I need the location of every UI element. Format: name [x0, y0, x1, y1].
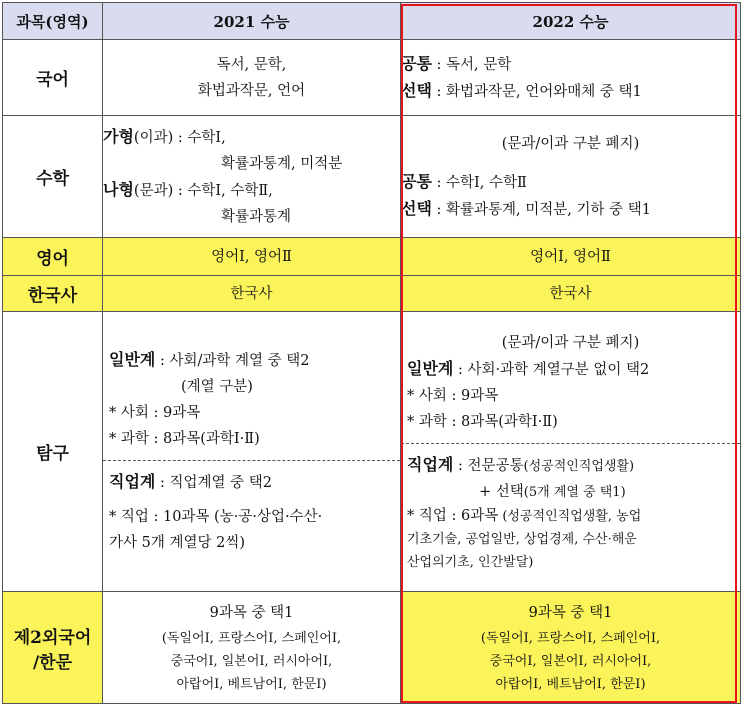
spacer	[401, 157, 740, 169]
foreign-2021-l3: 아랍어Ⅰ, 베트남어Ⅰ, 한문Ⅰ)	[176, 677, 327, 692]
math-2022-note: (문과/이과 구분 폐지)	[501, 135, 640, 152]
inquiry-2022-voc-small: (성공적인직업생활)	[523, 458, 635, 474]
math-2022-select-text: : 확률과통계, 미적분, 기하 중 택1	[431, 201, 651, 218]
subject-foreign-line1: 제2외국어	[13, 627, 92, 648]
math-2021-na	[103, 177, 400, 204]
subject-math: 수학	[3, 116, 103, 238]
korean-2022-common	[401, 51, 740, 78]
inquiry-2022-voc-detail1	[407, 505, 734, 528]
label-common: 공통	[401, 53, 432, 73]
header-2021: 2021 수능	[103, 3, 401, 40]
math-2021	[103, 116, 401, 238]
inquiry-2022-voc-choice: (5개 계열 중 택1)	[523, 484, 626, 500]
label-vocational: 직업계	[109, 472, 156, 491]
korean-2021-line1: 독서, 문학,	[216, 56, 287, 73]
inquiry-2022-voc-detail1-paren: (성공적인직업생활, 농업	[502, 508, 642, 524]
inquiry-2021-general-text: : 사회/과학 계열 중 택2	[155, 353, 310, 369]
inquiry-2021-voc-detail1: * 직업 : 10과목 (농·공·상업·수산·	[109, 509, 323, 525]
divider	[401, 443, 740, 444]
inquiry-2022-general-text: : 사회·과학 계열구분 없이 택2	[453, 361, 650, 378]
inquiry-2022-voc	[407, 452, 734, 479]
inquiry-2021-voc-detail2: 가사 5개 계열당 2씩)	[109, 535, 245, 551]
math-2022	[401, 116, 741, 238]
inquiry-2022-voc-text: : 전문공통	[453, 457, 524, 474]
inquiry-2022-science: * 과학 : 8과목(과학Ⅰ·Ⅱ)	[407, 413, 558, 430]
subject-english: 영어	[3, 238, 103, 276]
math-2021-na-text: (문과) : 수학Ⅰ, 수학Ⅱ,	[133, 182, 273, 199]
korean-2022-select-text: : 화법과작문, 언어와매체 중 택1	[431, 83, 642, 100]
divider	[103, 460, 400, 461]
label-select: 선택	[401, 198, 432, 218]
row-english	[3, 238, 741, 276]
label-na: 나형	[103, 179, 134, 199]
header-row	[3, 3, 741, 40]
english-2021: 영어Ⅰ, 영어Ⅱ	[103, 238, 401, 276]
inquiry-2021-science: * 과학 : 8과목(과학Ⅰ·Ⅱ)	[109, 431, 260, 447]
inquiry-2021-voc	[109, 469, 394, 496]
inquiry-2021-voc-text: : 직업계열 중 택2	[155, 475, 272, 491]
inquiry-2022-voc-detail3: 산업의기초, 인간발달)	[407, 554, 534, 570]
label-general: 일반계	[407, 358, 454, 378]
inquiry-2022-voc-detail2: 기초기술, 공업일반, 상업경제, 수산·해운	[407, 531, 637, 547]
foreign-2021-l1: (독일어Ⅰ, 프랑스어Ⅰ, 스페인어Ⅰ,	[161, 631, 342, 646]
csat-comparison-table	[2, 2, 741, 704]
inquiry-2022-voc-plus: + 선택	[479, 483, 524, 500]
inquiry-2022-social: * 사회 : 9과목	[407, 387, 499, 404]
math-2021-ga-line2: 확률과통계, 미적분	[221, 155, 343, 172]
subject-inquiry: 탐구	[3, 312, 103, 592]
header-2022: 2022 수능	[401, 3, 741, 40]
math-2022-select	[401, 196, 740, 223]
math-2021-ga	[103, 124, 400, 151]
inquiry-2022-note: (문과/이과 구분 폐지)	[501, 334, 640, 351]
korean-2022-common-text: : 독서, 문학	[431, 56, 512, 73]
foreign-2021-title: 9과목 중 택1	[209, 605, 294, 621]
foreign-2022-l1: (독일어Ⅰ, 프랑스어Ⅰ, 스페인어Ⅰ,	[480, 631, 661, 646]
math-2021-ga-text: (이과) : 수학Ⅰ,	[133, 129, 226, 146]
foreign-2022-l2: 중국어Ⅰ, 일본어Ⅰ, 러시아어Ⅰ,	[489, 654, 652, 669]
english-2022: 영어Ⅰ, 영어Ⅱ	[401, 238, 741, 276]
subject-history: 한국사	[3, 276, 103, 312]
row-foreign	[3, 592, 741, 704]
math-2022-common	[401, 169, 740, 196]
foreign-2022	[401, 592, 741, 704]
inquiry-2021-social: * 사회 : 9과목	[109, 405, 201, 421]
history-2022: 한국사	[401, 276, 741, 312]
subject-foreign	[3, 592, 103, 704]
foreign-2022-title: 9과목 중 택1	[528, 605, 613, 621]
inquiry-2021-general	[109, 347, 394, 374]
foreign-2021-l2: 중국어Ⅰ, 일본어Ⅰ, 러시아어Ⅰ,	[170, 654, 333, 669]
inquiry-2022-voc-detail1-main: * 직업 : 6과목	[407, 507, 499, 524]
math-2021-na-line2: 확률과통계	[221, 208, 292, 225]
label-general: 일반계	[109, 350, 156, 369]
row-history	[3, 276, 741, 312]
label-select: 선택	[401, 80, 432, 100]
korean-2022	[401, 40, 741, 116]
inquiry-2021-general-note: (계열 구분)	[181, 379, 253, 395]
inquiry-2022-general	[407, 356, 734, 383]
row-inquiry	[3, 312, 741, 592]
inquiry-2021	[103, 312, 401, 592]
subject-foreign-line2: /한문	[32, 652, 73, 673]
label-common: 공통	[401, 171, 432, 191]
label-ga: 가형	[103, 126, 134, 146]
header-subject: 과목(영역)	[3, 3, 103, 40]
inquiry-2022	[401, 312, 741, 592]
subject-korean: 국어	[3, 40, 103, 116]
history-2021: 한국사	[103, 276, 401, 312]
foreign-2021	[103, 592, 401, 704]
label-vocational: 직업계	[407, 454, 454, 474]
inquiry-2022-voc-line2	[407, 479, 734, 505]
korean-2022-select	[401, 78, 740, 105]
math-2022-common-text: : 수학Ⅰ, 수학Ⅱ	[431, 174, 527, 191]
korean-2021	[103, 40, 401, 116]
row-math	[3, 116, 741, 238]
foreign-2022-l3: 아랍어Ⅰ, 베트남어Ⅰ, 한문Ⅰ)	[495, 677, 646, 692]
korean-2021-line2: 화법과작문, 언어	[197, 82, 306, 99]
row-korean	[3, 40, 741, 116]
